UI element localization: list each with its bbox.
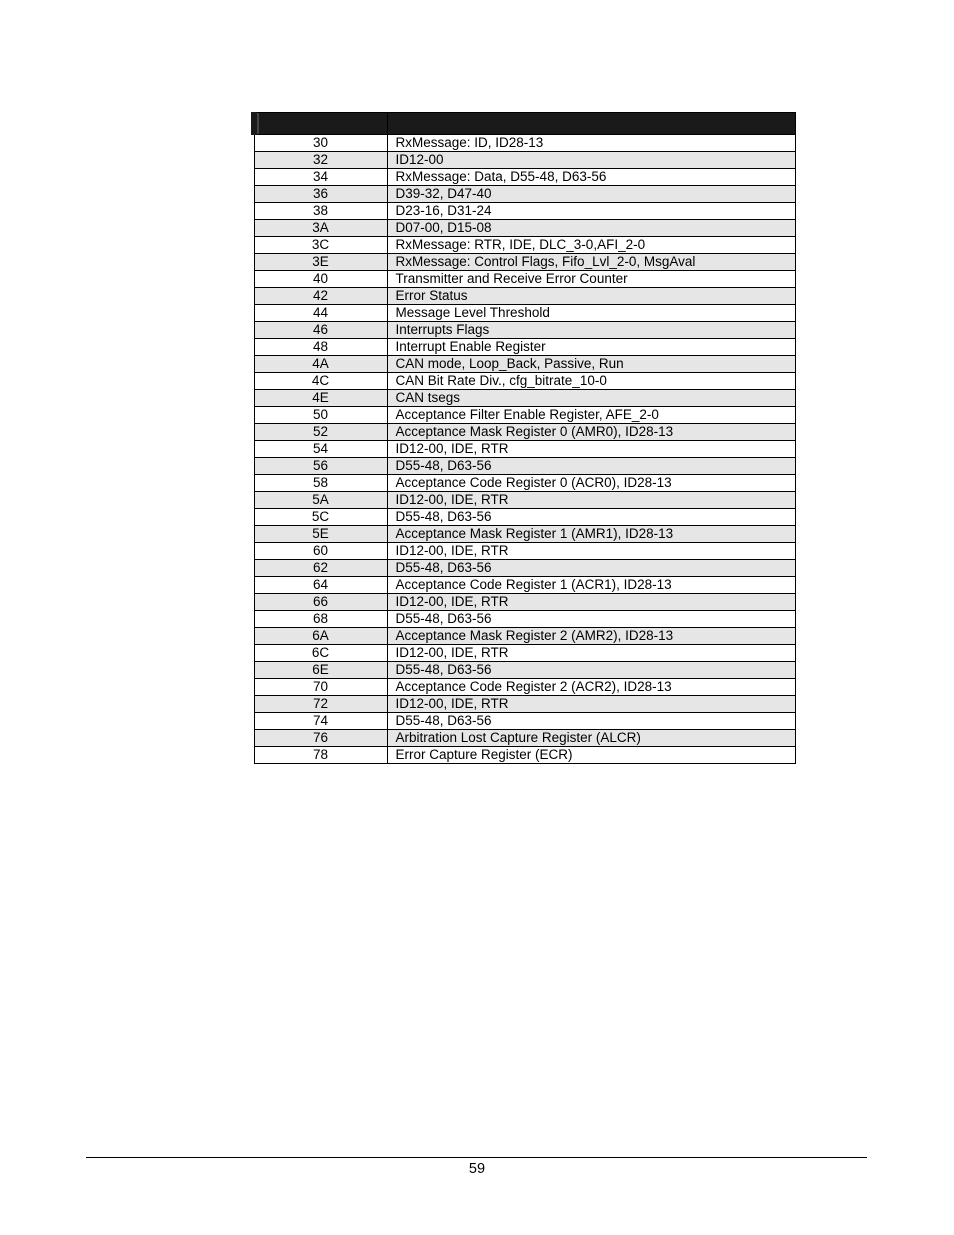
footer-rule xyxy=(86,1157,867,1158)
register-offset: 5A xyxy=(254,492,387,509)
register-description: CAN tsegs xyxy=(387,390,795,407)
table-row xyxy=(254,237,795,254)
table-row xyxy=(254,662,795,679)
table-row xyxy=(254,339,795,356)
table-row xyxy=(254,475,795,492)
register-description: ID12-00, IDE, RTR xyxy=(387,696,795,713)
register-offset: 4C xyxy=(254,373,387,390)
register-offset: 6E xyxy=(254,662,387,679)
table-row xyxy=(254,373,795,390)
table-row xyxy=(254,696,795,713)
register-offset: 30 xyxy=(254,135,387,152)
table-row xyxy=(254,560,795,577)
table-header-description xyxy=(387,113,795,135)
table-row xyxy=(254,424,795,441)
register-offset: 3A xyxy=(254,220,387,237)
table-row xyxy=(254,305,795,322)
register-description: Arbitration Lost Capture Register (ALCR) xyxy=(387,730,795,747)
table-row xyxy=(254,594,795,611)
register-offset: 44 xyxy=(254,305,387,322)
register-description: ID12-00, IDE, RTR xyxy=(387,492,795,509)
table-header-row xyxy=(254,113,795,135)
register-description: ID12-00, IDE, RTR xyxy=(387,543,795,560)
table-row xyxy=(254,628,795,645)
table-row xyxy=(254,645,795,662)
register-description: CAN mode, Loop_Back, Passive, Run xyxy=(387,356,795,373)
table-row xyxy=(254,407,795,424)
register-description: CAN Bit Rate Div., cfg_bitrate_10-0 xyxy=(387,373,795,390)
register-description: RxMessage: RTR, IDE, DLC_3-0,AFI_2-0 xyxy=(387,237,795,254)
register-offset: 48 xyxy=(254,339,387,356)
register-description: Acceptance Code Register 2 (ACR2), ID28-13 xyxy=(387,679,795,696)
table-row xyxy=(254,322,795,339)
register-offset: 46 xyxy=(254,322,387,339)
table-row xyxy=(254,458,795,475)
table-row xyxy=(254,169,795,186)
register-description: ID12-00 xyxy=(387,152,795,169)
register-description: D07-00, D15-08 xyxy=(387,220,795,237)
register-offset: 50 xyxy=(254,407,387,424)
register-offset: 66 xyxy=(254,594,387,611)
register-description: Interrupt Enable Register xyxy=(387,339,795,356)
register-offset: 78 xyxy=(254,747,387,764)
register-description: D55-48, D63-56 xyxy=(387,611,795,628)
register-description: ID12-00, IDE, RTR xyxy=(387,594,795,611)
register-offset: 74 xyxy=(254,713,387,730)
table-row xyxy=(254,254,795,271)
register-description: D55-48, D63-56 xyxy=(387,662,795,679)
register-description: ID12-00, IDE, RTR xyxy=(387,645,795,662)
table-row xyxy=(254,679,795,696)
register-description: Acceptance Mask Register 1 (AMR1), ID28-13 xyxy=(387,526,795,543)
register-offset: 64 xyxy=(254,577,387,594)
table-row xyxy=(254,526,795,543)
register-offset: 72 xyxy=(254,696,387,713)
register-description: RxMessage: Control Flags, Fifo_Lvl_2-0, MsgAval xyxy=(387,254,795,271)
register-offset: 60 xyxy=(254,543,387,560)
register-description: Message Level Threshold xyxy=(387,305,795,322)
table-row xyxy=(254,509,795,526)
register-description: Acceptance Code Register 1 (ACR1), ID28-13 xyxy=(387,577,795,594)
table-row xyxy=(254,186,795,203)
register-description: Acceptance Mask Register 2 (AMR2), ID28-13 xyxy=(387,628,795,645)
register-offset: 42 xyxy=(254,288,387,305)
table-row xyxy=(254,611,795,628)
register-offset: 70 xyxy=(254,679,387,696)
register-offset: 62 xyxy=(254,560,387,577)
page-number: 59 xyxy=(468,1161,486,1177)
register-offset: 4A xyxy=(254,356,387,373)
register-offset: 4E xyxy=(254,390,387,407)
table-row xyxy=(254,271,795,288)
register-offset: 5E xyxy=(254,526,387,543)
table-row xyxy=(254,390,795,407)
register-description: Interrupts Flags xyxy=(387,322,795,339)
register-description: Acceptance Filter Enable Register, AFE_2-0 xyxy=(387,407,795,424)
table-header-offset xyxy=(254,113,387,135)
table-row xyxy=(254,135,795,152)
register-offset: 58 xyxy=(254,475,387,492)
register-offset: 3C xyxy=(254,237,387,254)
register-description: ID12-00, IDE, RTR xyxy=(387,441,795,458)
table-row xyxy=(254,492,795,509)
register-offset: 6A xyxy=(254,628,387,645)
register-description: D55-48, D63-56 xyxy=(387,458,795,475)
register-offset: 36 xyxy=(254,186,387,203)
table-row xyxy=(254,441,795,458)
register-offset: 56 xyxy=(254,458,387,475)
register-description: Acceptance Code Register 0 (ACR0), ID28-13 xyxy=(387,475,795,492)
register-offset: 5C xyxy=(254,509,387,526)
table-row xyxy=(254,730,795,747)
register-offset: 38 xyxy=(254,203,387,220)
register-map-table xyxy=(251,112,796,764)
register-description: RxMessage: Data, D55-48, D63-56 xyxy=(387,169,795,186)
table-row xyxy=(254,288,795,305)
table-row xyxy=(254,747,795,764)
register-description: D39-32, D47-40 xyxy=(387,186,795,203)
register-offset: 54 xyxy=(254,441,387,458)
table-row xyxy=(254,356,795,373)
register-offset: 68 xyxy=(254,611,387,628)
register-offset: 76 xyxy=(254,730,387,747)
table-row xyxy=(254,577,795,594)
register-description: D55-48, D63-56 xyxy=(387,713,795,730)
register-description: Transmitter and Receive Error Counter xyxy=(387,271,795,288)
register-description: RxMessage: ID, ID28-13 xyxy=(387,135,795,152)
register-description: D23-16, D31-24 xyxy=(387,203,795,220)
table-row xyxy=(254,220,795,237)
register-description: Error Status xyxy=(387,288,795,305)
table-row xyxy=(254,543,795,560)
register-description: Error Capture Register (ECR) xyxy=(387,747,795,764)
register-offset: 40 xyxy=(254,271,387,288)
register-description: D55-48, D63-56 xyxy=(387,560,795,577)
register-offset: 32 xyxy=(254,152,387,169)
register-description: D55-48, D63-56 xyxy=(387,509,795,526)
register-offset: 6C xyxy=(254,645,387,662)
register-table-body xyxy=(254,135,795,764)
table-row xyxy=(254,713,795,730)
table-row xyxy=(254,152,795,169)
register-offset: 3E xyxy=(254,254,387,271)
register-offset: 34 xyxy=(254,169,387,186)
table-row xyxy=(254,203,795,220)
register-offset: 52 xyxy=(254,424,387,441)
register-description: Acceptance Mask Register 0 (AMR0), ID28-13 xyxy=(387,424,795,441)
